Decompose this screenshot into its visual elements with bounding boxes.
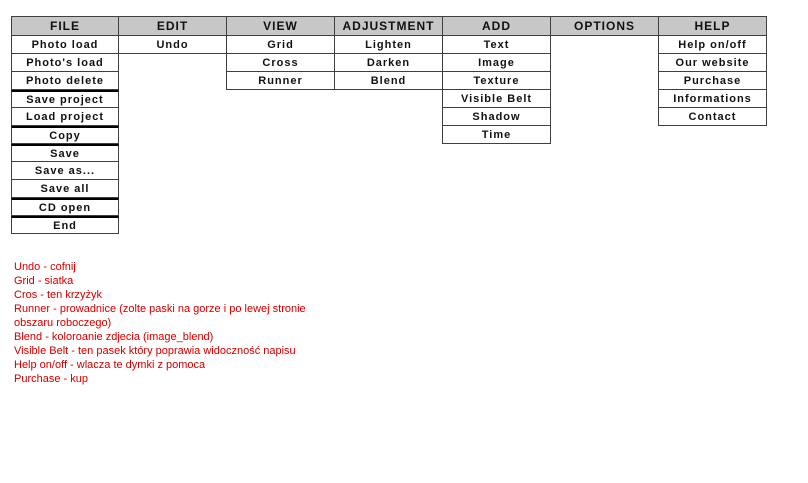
menu-item-cd-open[interactable]: CD open [11,198,119,216]
menu-header-adjustment[interactable]: ADJUSTMENT [335,16,443,36]
menu-item-grid[interactable]: Grid [226,36,335,54]
menu-item-cross[interactable]: Cross [226,54,335,72]
menu-item-runner[interactable]: Runner [226,72,335,90]
menu-item-darken[interactable]: Darken [334,54,443,72]
menu-item-lighten[interactable]: Lighten [334,36,443,54]
menu-header-view[interactable]: VIEW [227,16,335,36]
menu-add [443,16,551,234]
menu-adjustment [335,16,443,234]
menu-item-save-all[interactable]: Save all [11,180,119,198]
menu-item-save-as[interactable]: Save as... [11,162,119,180]
menu-item-end[interactable]: End [11,216,119,234]
note-line: Blend - koloroanie zdjecia (image_blend) [14,331,214,343]
menu-item-shadow[interactable]: Shadow [442,108,551,126]
menu-item-purchase[interactable]: Purchase [658,72,767,90]
menu-item-contact[interactable]: Contact [658,108,767,126]
menu-item-image[interactable]: Image [442,54,551,72]
menu-help [659,16,767,234]
menu-item-informations[interactable]: Informations [658,90,767,108]
note-line: Runner - prowadnice (zolte paski na gorze i po lewej stronie obszaru roboczego) [14,303,306,329]
menu-item-save-project[interactable]: Save project [11,90,119,108]
menu-item-blend[interactable]: Blend [334,72,443,90]
menu-edit [119,16,227,234]
menu-view [227,16,335,234]
menu-item-save[interactable]: Save [11,144,119,162]
menu-header-add[interactable]: ADD [443,16,551,36]
note-line: Undo - cofnij [14,261,76,273]
menu-item-visible-belt[interactable]: Visible Belt [442,90,551,108]
menu-item-photo-delete[interactable]: Photo delete [11,72,119,90]
menu-item-texture[interactable]: Texture [442,72,551,90]
menu-header-edit[interactable]: EDIT [119,16,227,36]
menu-item-our-website[interactable]: Our website [658,54,767,72]
menu-item-text[interactable]: Text [442,36,551,54]
menu-item-time[interactable]: Time [442,126,551,144]
note-line: Visible Belt - ten pasek który poprawia widoczność napisu [14,345,296,357]
menu-file [11,16,119,234]
menu-options [551,16,659,234]
translation-notes [14,260,324,386]
note-line: Purchase - kup [14,373,88,385]
menu-item-undo[interactable]: Undo [118,36,227,54]
note-line: Help on/off - wlacza te dymki z pomoca [14,359,206,371]
note-line: Cros - ten krzyżyk [14,289,103,301]
menu-bar [11,16,767,234]
menu-item-photos-load[interactable]: Photo's load [11,54,119,72]
menu-item-help-on-off[interactable]: Help on/off [658,36,767,54]
menu-item-photo-load[interactable]: Photo load [11,36,119,54]
menu-header-options[interactable]: OPTIONS [551,16,659,36]
menu-item-load-project[interactable]: Load project [11,108,119,126]
menu-header-help[interactable]: HELP [659,16,767,36]
menu-item-copy[interactable]: Copy [11,126,119,144]
menu-header-file[interactable]: FILE [11,16,119,36]
note-line: Grid - siatka [14,275,74,287]
